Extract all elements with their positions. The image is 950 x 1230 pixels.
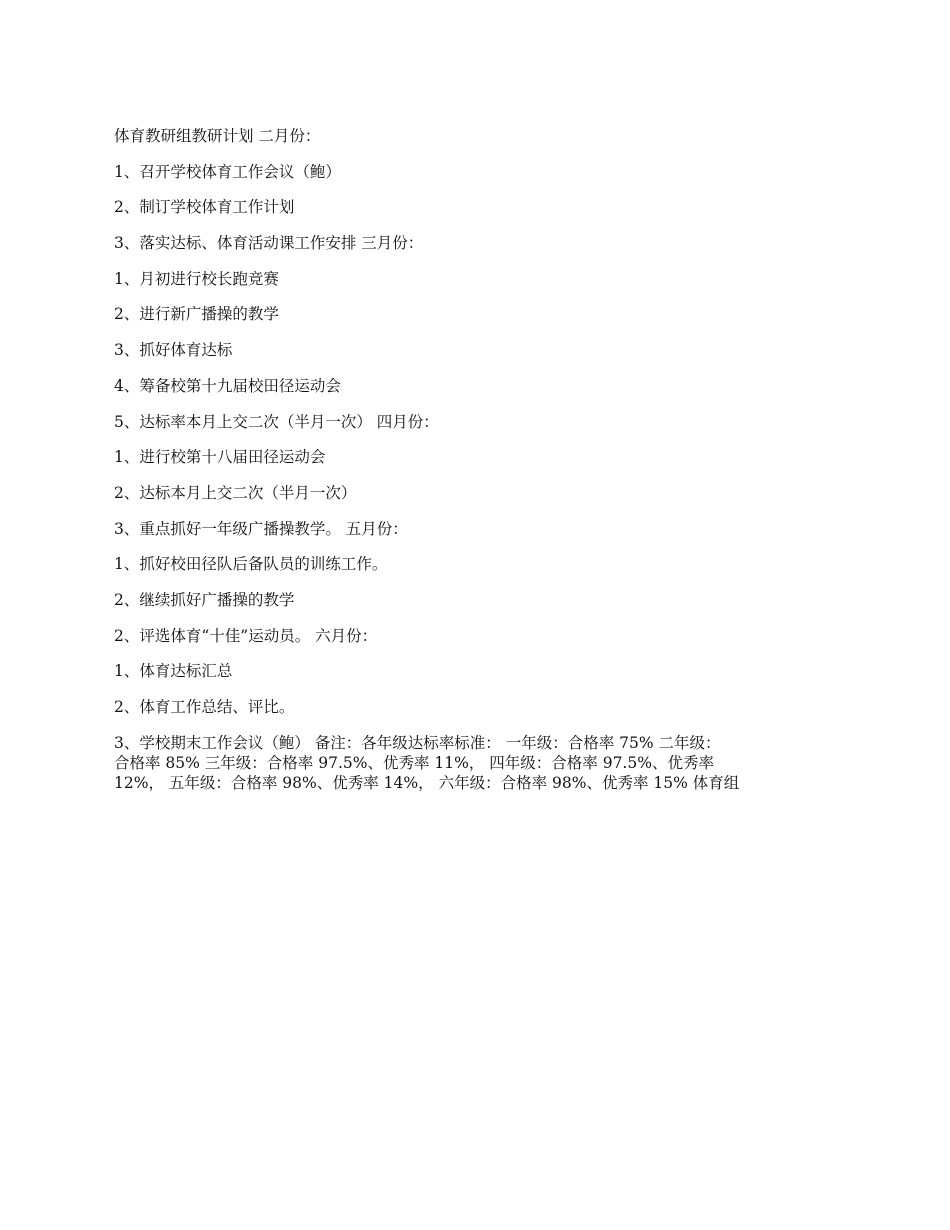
plan-item: 4、筹备校第十九届校田径运动会 bbox=[114, 376, 341, 395]
plan-item: 2、继续抓好广播操的教学 bbox=[114, 590, 295, 609]
document-body bbox=[114, 126, 840, 793]
plan-item: 1、月初进行校长跑竞赛 bbox=[114, 269, 279, 288]
plan-item: 1、体育达标汇总 bbox=[114, 662, 233, 681]
plan-item: 2、进行新广播操的教学 bbox=[114, 305, 279, 324]
final-paragraph-line: 3、学校期末工作会议（鲍） 备注：各年级达标率标准： 一年级：合格率 75% 二年级： bbox=[114, 733, 721, 752]
plan-item: 2、达标本月上交二次（半月一次） bbox=[114, 483, 357, 502]
document-title-line: 体育教研组教研计划 二月份： bbox=[114, 127, 321, 145]
plan-item: 1、召开学校体育工作会议（鲍） bbox=[114, 162, 341, 181]
final-paragraph bbox=[114, 733, 840, 793]
final-paragraph-line: 合格率 85% 三年级：合格率 97.5%、优秀率 11%， 四年级：合格率 97.5%、优秀率 bbox=[114, 753, 714, 772]
final-paragraph-line: 12%， 五年级：合格率 98%、优秀率 14%， 六年级：合格率 98%、优秀率 15% 体育组 bbox=[114, 773, 740, 792]
plan-item: 1、进行校第十八届田径运动会 bbox=[114, 448, 326, 467]
plan-item: 3、落实达标、体育活动课工作安排 三月份： bbox=[114, 234, 424, 253]
plan-item: 2、体育工作总结、评比。 bbox=[114, 698, 295, 716]
plan-item: 5、达标率本月上交二次（半月一次） 四月份： bbox=[114, 412, 439, 431]
plan-item: 2、评选体育“十佳”运动员。 六月份： bbox=[114, 626, 378, 645]
plan-item: 3、抓好体育达标 bbox=[114, 341, 233, 360]
plan-item: 3、重点抓好一年级广播操教学。 五月份： bbox=[114, 519, 408, 538]
plan-item: 1、抓好校田径队后备队员的训练工作。 bbox=[114, 555, 388, 574]
plan-item: 2、制订学校体育工作计划 bbox=[114, 198, 295, 217]
